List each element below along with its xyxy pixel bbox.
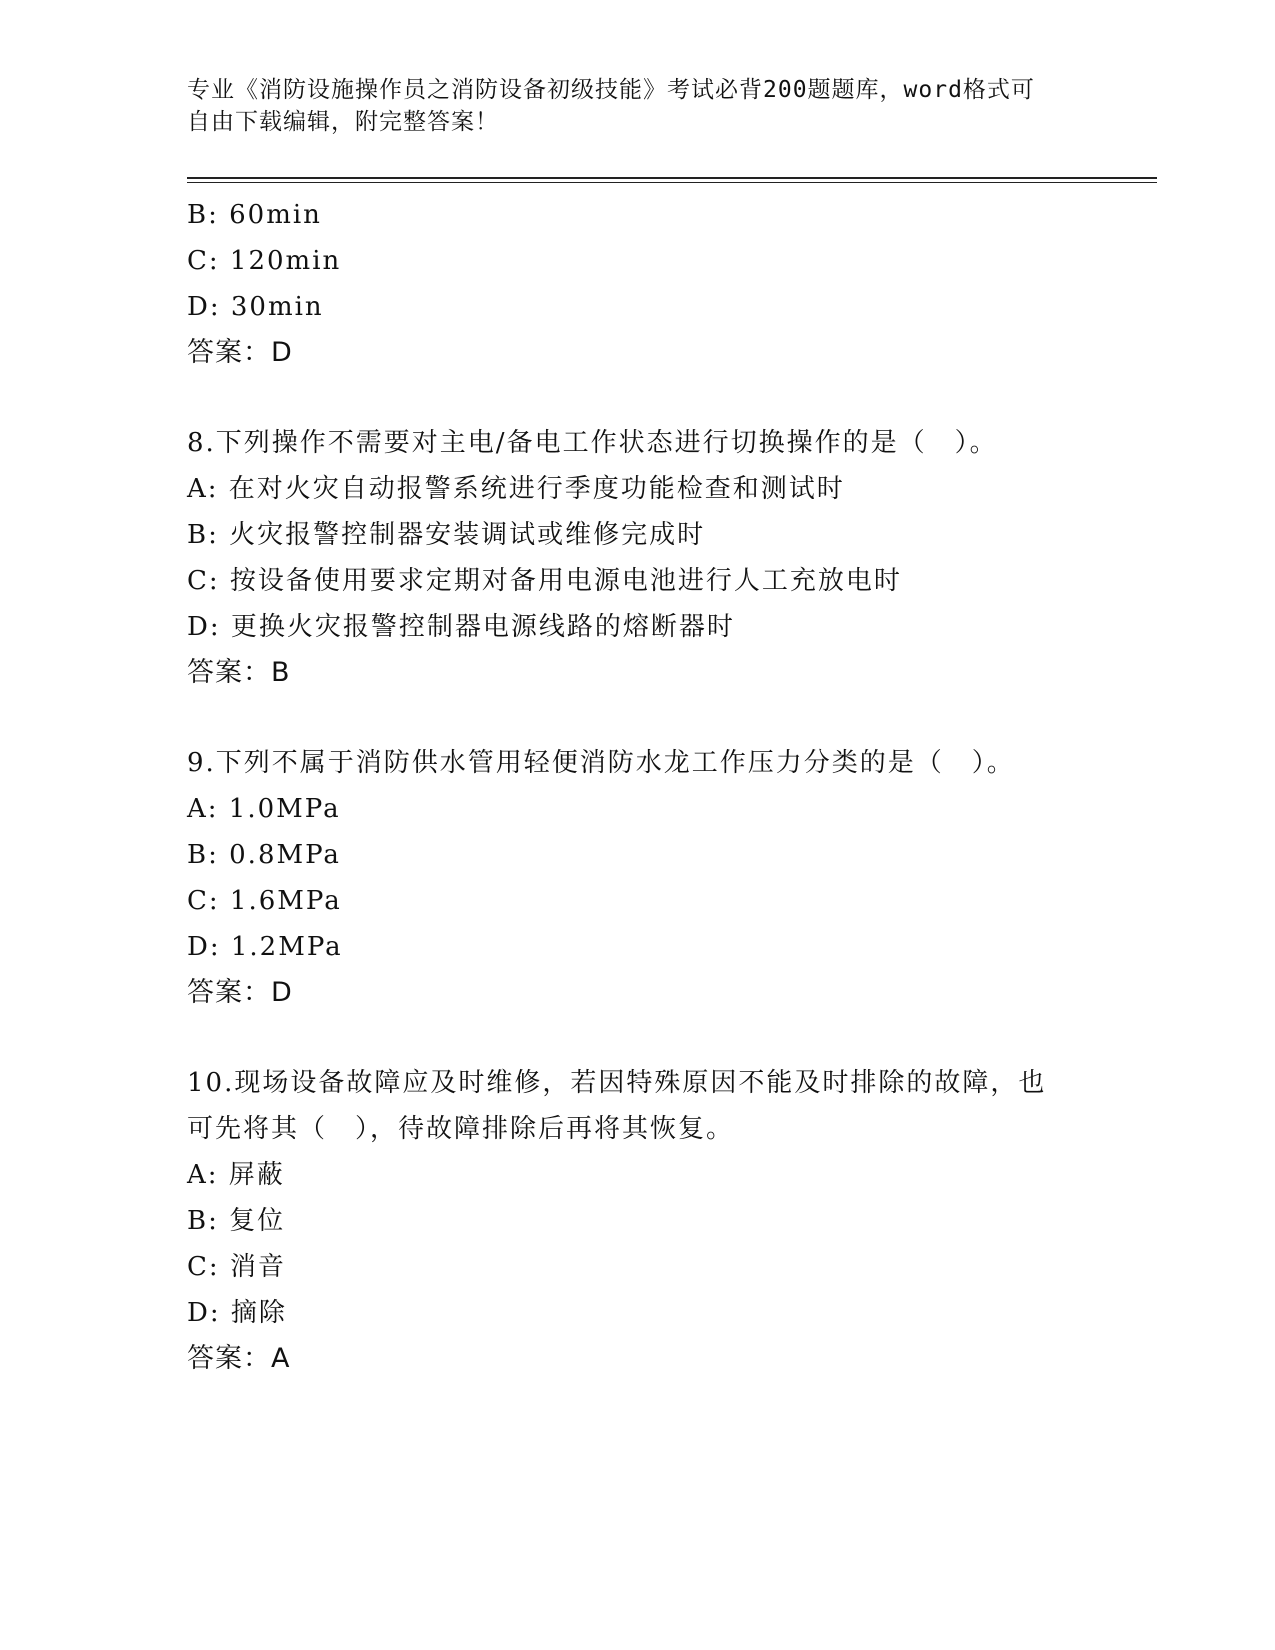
- option-d: D: 更换火灾报警控制器电源线路的熔断器时: [187, 612, 735, 642]
- header-line-1: 专业《消防设施操作员之消防设备初级技能》考试必背200题题库，word格式可: [187, 77, 1035, 103]
- question-text-line-1: 10.现场设备故障应及时维修，若因特殊原因不能及时排除的故障，也: [187, 1068, 1047, 1098]
- option-b: B: 火灾报警控制器安装调试或维修完成时: [187, 520, 706, 550]
- question-block-prev: [187, 192, 1107, 376]
- option-b: B: 0.8MPa: [187, 840, 341, 870]
- document-header: [187, 74, 1067, 138]
- option-c: C: 120min: [187, 246, 342, 276]
- option-a: A: 屏蔽: [187, 1160, 285, 1190]
- question-text: 9.下列不属于消防供水管用轻便消防水龙工作压力分类的是（ ）。: [187, 748, 1015, 778]
- question-block-10: [187, 1060, 1107, 1382]
- option-c: C: 1.6MPa: [187, 886, 342, 916]
- option-b: B: 60min: [187, 200, 322, 230]
- option-a: A: 1.0MPa: [187, 794, 341, 824]
- answer-line: 答案：B: [187, 657, 291, 688]
- header-line-2: 自由下载编辑，附完整答案！: [187, 109, 499, 135]
- question-text: [187, 1060, 1107, 1152]
- answer-line: 答案：A: [187, 1343, 291, 1374]
- question-block-9: [187, 740, 1107, 1016]
- option-a: A: 在对火灾自动报警系统进行季度功能检查和测试时: [187, 474, 845, 504]
- answer-line: 答案：D: [187, 977, 293, 1008]
- option-d: D: 1.2MPa: [187, 932, 343, 962]
- header-rule-thin: [187, 182, 1157, 183]
- option-d: D: 摘除: [187, 1298, 287, 1328]
- option-c: C: 按设备使用要求定期对备用电源电池进行人工充放电时: [187, 566, 902, 596]
- question-text: 8.下列操作不需要对主电/备电工作状态进行切换操作的是（ ）。: [187, 428, 998, 458]
- question-text-line-2: 可先将其（ ），待故障排除后再将其恢复。: [187, 1114, 735, 1144]
- question-block-8: [187, 420, 1107, 696]
- answer-line: 答案：D: [187, 337, 293, 368]
- option-d: D: 30min: [187, 292, 324, 322]
- header-rule-thick: [187, 177, 1157, 179]
- option-c: C: 消音: [187, 1252, 286, 1282]
- option-b: B: 复位: [187, 1206, 286, 1236]
- document-content: [187, 192, 1107, 1382]
